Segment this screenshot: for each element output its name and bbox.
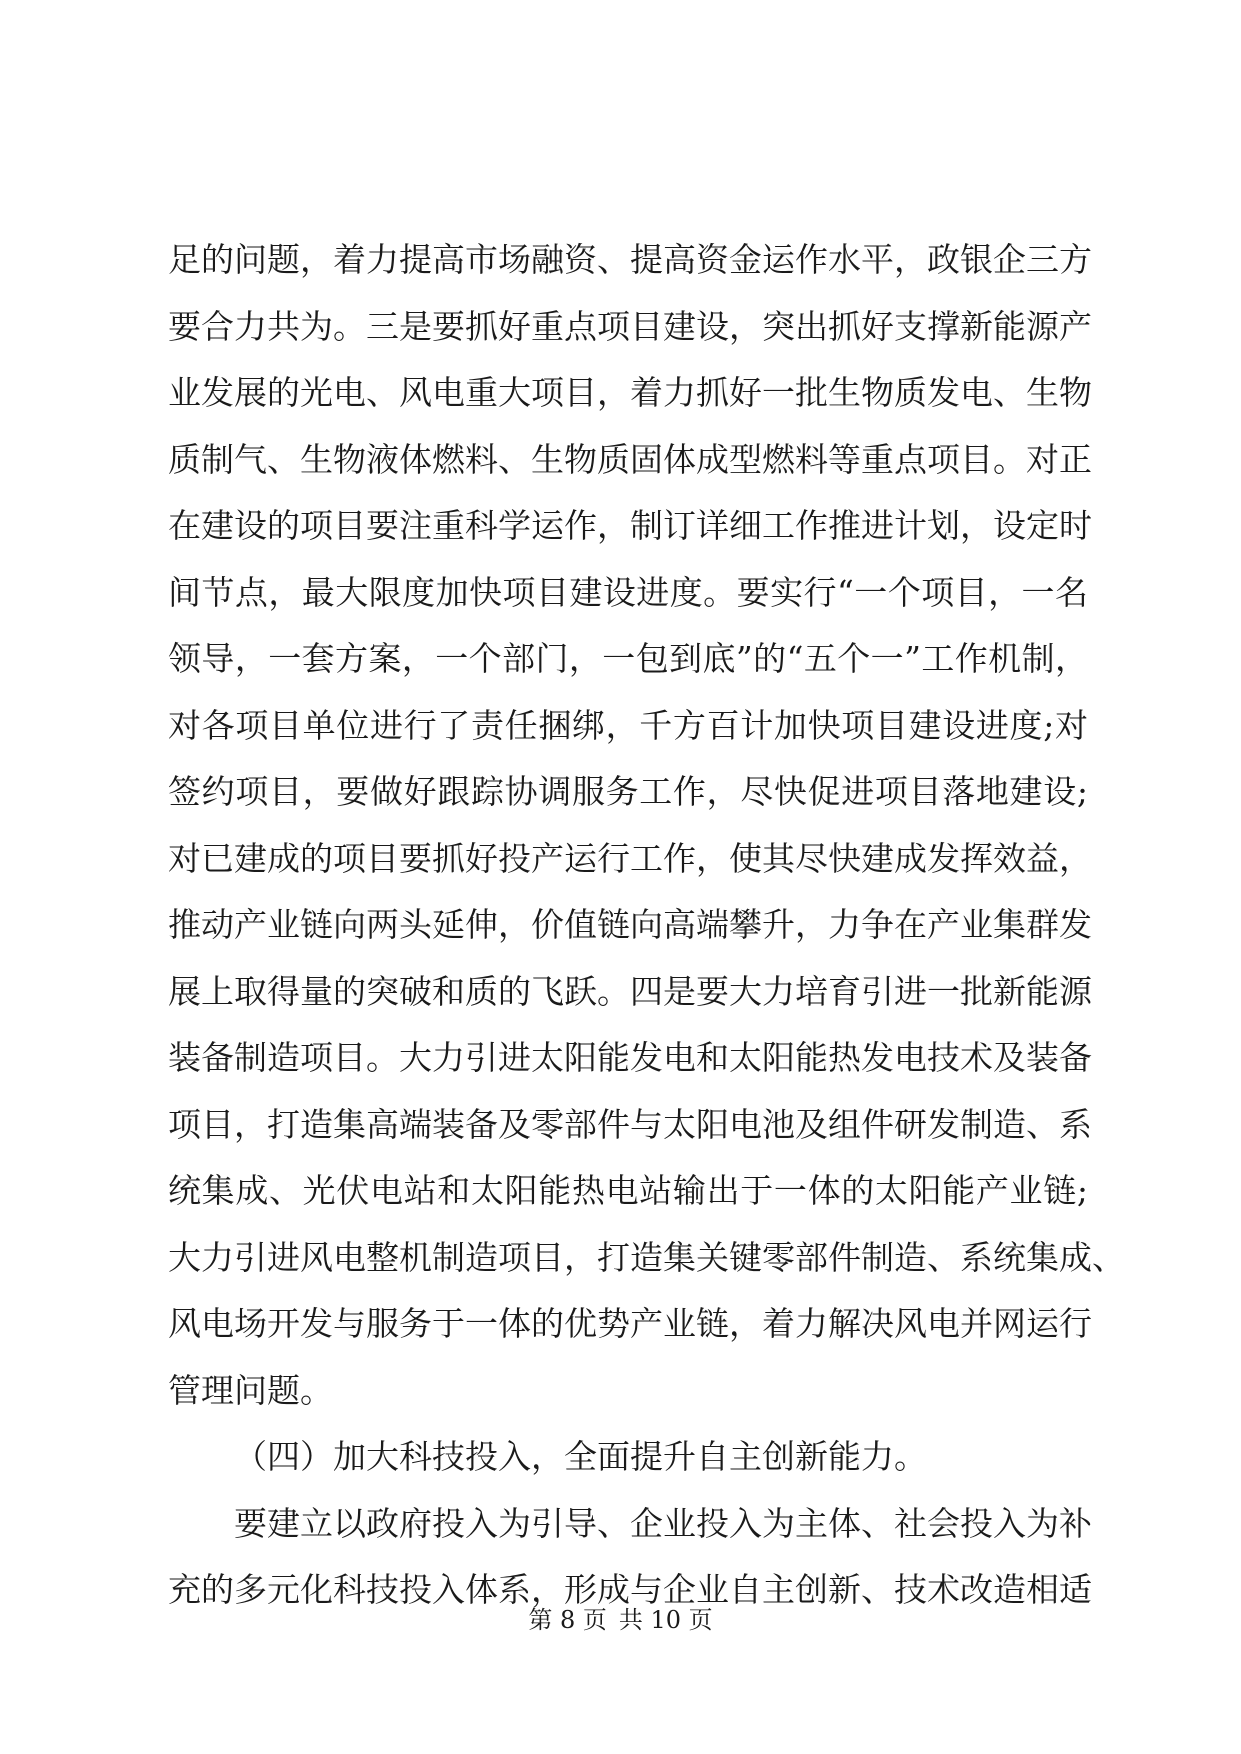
section-heading: （四）加大科技投入，全面提升自主创新能力。 [234, 1437, 927, 1476]
text-line: 充的多元化科技投入体系，形成与企业自主创新、技术改造相适 [168, 1570, 1092, 1609]
text-line: 装备制造项目。大力引进太阳能发电和太阳能热发电技术及装备 [168, 1038, 1092, 1077]
page-footer [0, 1605, 1241, 1635]
text-line: 推动产业链向两头延伸，价值链向高端攀升，力争在产业集群发 [168, 905, 1092, 944]
text-line: 展上取得量的突破和质的飞跃。四是要大力培育引进一批新能源 [168, 971, 1092, 1011]
text-line: 要合力共为。三是要抓好重点项目建设，突出抓好支撑新能源产 [168, 306, 1092, 346]
text-line: 对各项目单位进行了责任捆绑，千方百计加快项目建设进度;对 [168, 705, 1088, 745]
text-line: 质制气、生物液体燃料、生物质固体成型燃料等重点项目。对正 [168, 439, 1092, 479]
text-line: 大力引进风电整机制造项目，打造集关键零部件制造、系统集成、 [168, 1237, 1125, 1277]
page-number: 第 8 页 [528, 1606, 607, 1634]
text-line: 足的问题，着力提高市场融资、提高资金运作水平，政银企三方 [168, 240, 1092, 279]
text-line: 管理问题。 [168, 1370, 333, 1410]
text-line: 项目，打造集高端装备及零部件与太阳电池及组件研发制造、系 [168, 1104, 1092, 1144]
text-line: 在建设的项目要注重科学运作，制订详细工作推进计划，设定时 [168, 506, 1092, 545]
text-line: 领导，一套方案，一个部门，一包到底”的“五个一”工作机制， [168, 639, 1088, 678]
page-total: 共 10 页 [618, 1606, 713, 1634]
text-line: 统集成、光伏电站和太阳能热电站输出于一体的太阳能产业链; [168, 1171, 1088, 1210]
text-line: 业发展的光电、风电重大项目，着力抓好一批生物质发电、生物 [168, 373, 1092, 412]
text-line: 签约项目，要做好跟踪协调服务工作，尽快促进项目落地建设; [168, 772, 1088, 811]
text-line: 风电场开发与服务于一体的优势产业链，着力解决风电并网运行 [168, 1304, 1092, 1343]
body-text [168, 227, 1125, 1624]
text-line: 对已建成的项目要抓好投产运行工作，使其尽快建成发挥效益， [168, 838, 1092, 878]
text-line: 要建立以政府投入为引导、企业投入为主体、社会投入为补 [234, 1503, 1092, 1543]
text-line: 间节点，最大限度加快项目建设进度。要实行“一个项目，一名 [168, 572, 1088, 612]
